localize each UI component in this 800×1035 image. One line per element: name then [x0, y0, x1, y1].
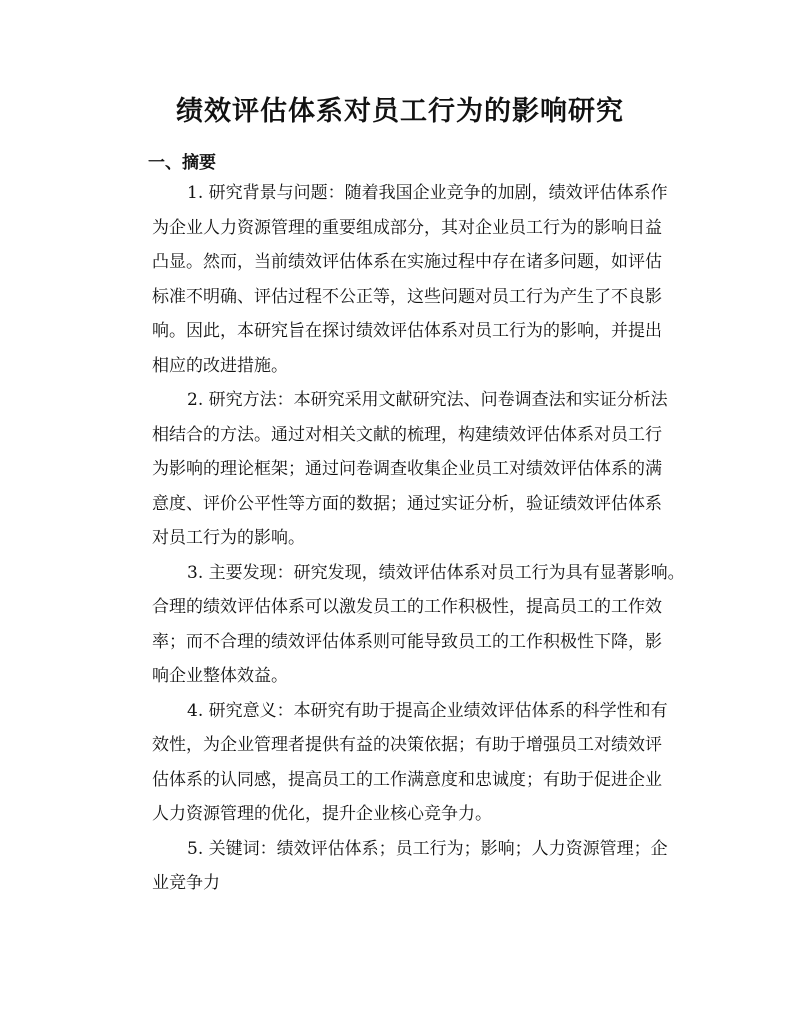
- document-title: 绩效评估体系对员工行为的影响研究: [176, 96, 624, 127]
- abstract-body: [118, 176, 698, 901]
- text-line: 2. 研究方法：本研究采用文献研究法、问卷调查法和实证分析法: [187, 390, 668, 410]
- text-line: 4. 研究意义：本研究有助于提高企业绩效评估体系的科学性和有: [187, 700, 668, 721]
- text-line: 相结合的方法。通过对相关文献的梳理，构建绩效评估体系对员工行: [152, 424, 662, 445]
- text-line: 对员工行为的影响。: [152, 528, 305, 548]
- text-line: 意度、评价公平性等方面的数据；通过实证分析，验证绩效评估体系: [152, 493, 662, 514]
- paragraph-research-methods: [118, 383, 698, 556]
- text-line: 凸显。然而，当前绩效评估体系在实施过程中存在诸多问题，如评估: [152, 252, 662, 272]
- paragraph-research-background: [118, 176, 698, 383]
- text-line: 响。因此，本研究旨在探讨绩效评估体系对员工行为的影响，并提出: [152, 321, 662, 341]
- paragraph-research-significance: [118, 694, 698, 832]
- text-line: 率；而不合理的绩效评估体系则可能导致员工的工作积极性下降，影: [152, 631, 662, 652]
- text-line: 为企业人力资源管理的重要组成部分，其对企业员工行为的影响日益: [152, 217, 662, 238]
- text-line: 估体系的认同感，提高员工的工作满意度和忠诚度；有助于促进企业: [152, 769, 662, 790]
- text-line: 响企业整体效益。: [152, 666, 288, 686]
- text-line: 标准不明确、评估过程不公正等，这些问题对员工行为产生了不良影: [152, 286, 662, 307]
- paragraph-main-findings: [118, 556, 698, 694]
- text-line: 相应的改进措施。: [152, 355, 288, 376]
- text-line: 5. 关键词：绩效评估体系；员工行为；影响；人力资源管理；企: [187, 838, 668, 859]
- text-line: 效性，为企业管理者提供有益的决策依据；有助于增强员工对绩效评: [152, 735, 662, 755]
- text-line: 为影响的理论框架；通过问卷调查收集企业员工对绩效评估体系的满: [152, 459, 662, 479]
- text-line: 人力资源管理的优化，提升企业核心竞争力。: [152, 804, 492, 824]
- section-heading-abstract: 一、摘要: [148, 153, 216, 173]
- text-line: 合理的绩效评估体系可以激发员工的工作积极性，提高员工的工作效: [152, 597, 662, 617]
- text-line: 业竞争力: [152, 873, 220, 893]
- paragraph-keywords: [118, 832, 698, 901]
- text-line: 3. 主要发现：研究发现，绩效评估体系对员工行为具有显著影响。: [187, 562, 685, 583]
- text-line: 1. 研究背景与问题：随着我国企业竞争的加剧，绩效评估体系作: [187, 183, 668, 203]
